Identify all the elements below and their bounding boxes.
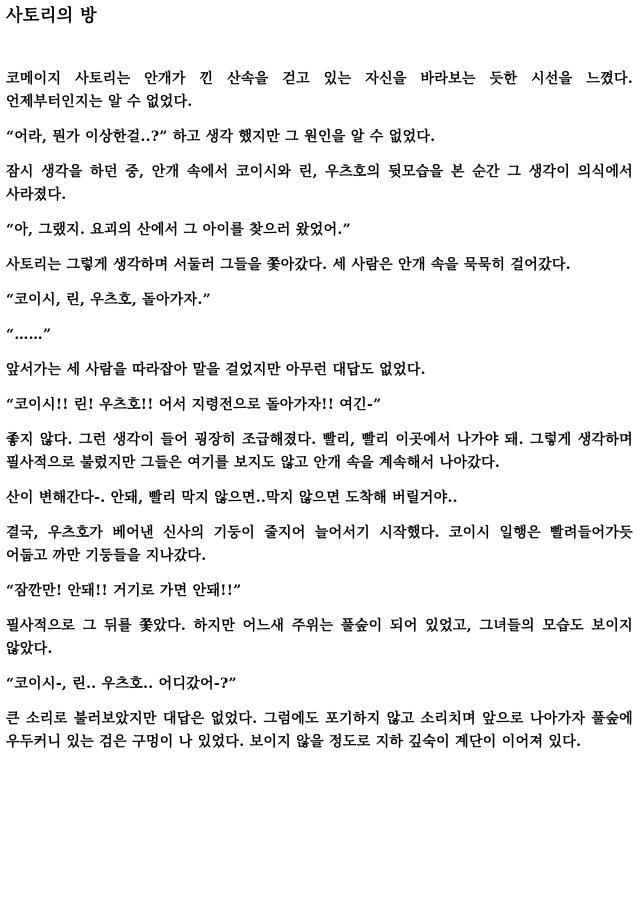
document-title: 사토리의 방: [6, 6, 98, 26]
document-page: [6, 0, 633, 766]
dialogue-paragraph: “코이시-, 린.. 우츠호.. 어디갔어-?”: [6, 676, 237, 692]
paragraph: 앞서가는 세 사람을 따라잡아 말을 걸었지만 아무런 대답도 없었다.: [6, 362, 426, 378]
paragraph: 결국, 우츠호가 베어낸 신사의 기둥이 줄지어 늘어서기 시작했다. 코이시 일행은 빨려들어가듯 어둡고 까만 기둥들을 지나갔다.: [6, 525, 633, 564]
dialogue-paragraph: “코이시!! 린! 우츠호!! 어서 지령전으로 돌아가자!! 여긴-”: [6, 397, 382, 413]
dialogue-paragraph: “잠깐만! 안돼!! 거기로 가면 안돼!!”: [6, 583, 242, 599]
paragraph: 좋지 않다. 그런 생각이 들어 굉장히 조급해졌다. 빨리, 빨리 이곳에서 나가야 돼. 그렇게 생각하며 필사적으로 불렀지만 그들은 여기를 보지도 않고 안개 속을 계속해서 나아갔다.: [6, 432, 633, 471]
dialogue-paragraph: “아, 그랬지. 요괴의 산에서 그 아이를 찾으러 왔었어.”: [6, 222, 351, 238]
document-body: [6, 68, 633, 754]
dialogue-paragraph: “어라, 뭔가 이상한걸..?” 하고 생각 했지만 그 원인을 알 수 없었다.: [6, 129, 436, 145]
dialogue-paragraph: “……”: [6, 327, 52, 343]
paragraph: 산이 변해간다-. 안돼, 빨리 막지 않으면..막지 않으면 도착해 버릴거야..: [6, 490, 458, 506]
paragraph: 큰 소리로 불러보았지만 대답은 없었다. 그럼에도 포기하지 않고 소리치며 앞으로 나아가자 풀숲에 우두커니 있는 검은 구멍이 나 있었다. 보이지 않을 정도로 지하 깊숙이 계단이 이어져 있다.: [6, 711, 633, 750]
paragraph: 사토리는 그렇게 생각하며 서둘러 그들을 쫓아갔다. 세 사람은 안개 속을 묵묵히 걸어갔다.: [6, 257, 571, 273]
dialogue-paragraph: “코이시, 린, 우츠호, 돌아가자.”: [6, 292, 211, 308]
paragraph: 필사적으로 그 뒤를 쫓았다. 하지만 어느새 주위는 풀숲이 되어 있었고, 그녀들의 모습도 보이지 않았다.: [6, 618, 633, 657]
paragraph: 코메이지 사토리는 안개가 낀 산속을 걷고 있는 자신을 바라보는 듯한 시선을 느꼈다. 언제부터인지는 알 수 없었다.: [6, 71, 633, 110]
paragraph: 잠시 생각을 하던 중, 안개 속에서 코이시와 린, 우츠호의 뒷모습을 본 순간 그 생각이 의식에서 사라졌다.: [6, 164, 633, 203]
